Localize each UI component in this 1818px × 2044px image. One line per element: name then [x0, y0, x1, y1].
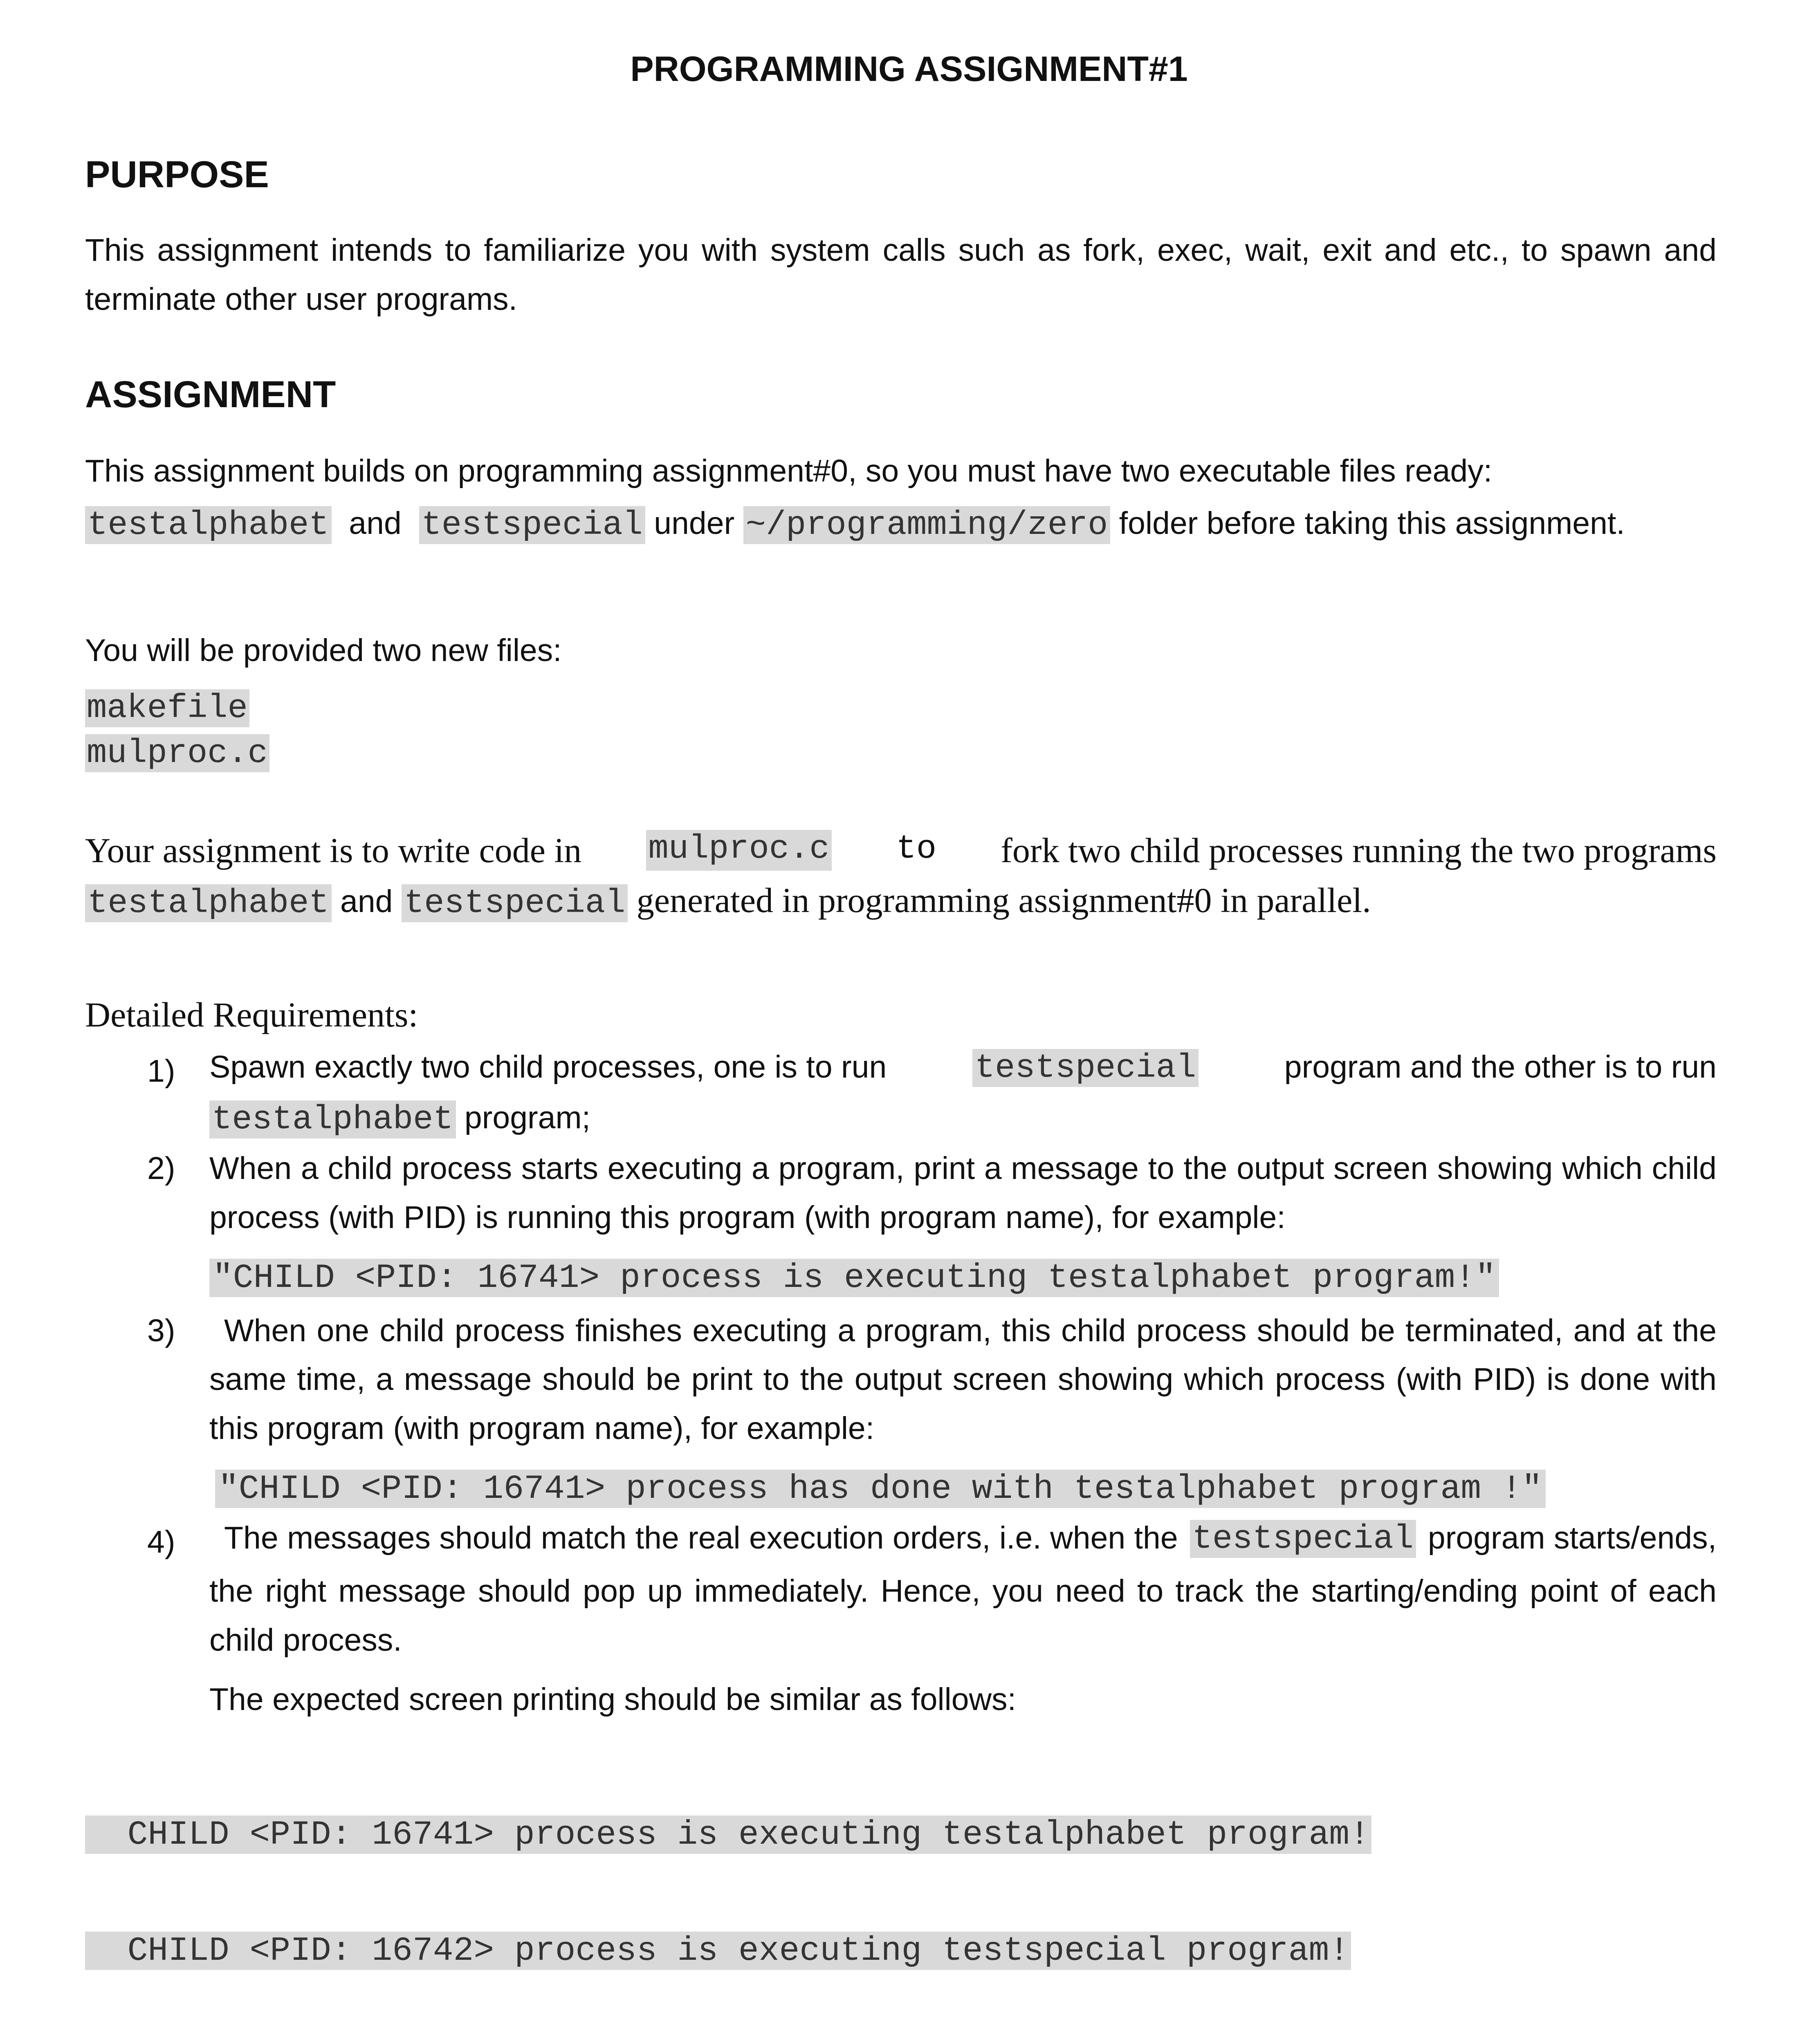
item-1-number: 1) — [147, 1053, 175, 1089]
task-line-2 — [85, 880, 1371, 922]
item-4-line-4: The expected screen printing should be similar as follows: — [209, 1682, 1017, 1717]
item-4-line-2: the right message should pop up immediately. Hence, you need to track the starting/ending point of each — [209, 1573, 1717, 1609]
code-testspecial-2: testspecial — [402, 884, 628, 922]
item-1-prefix: Spawn exactly two child processes, one is to run — [209, 1049, 887, 1085]
item-1-line-2-suffix: program; — [464, 1100, 591, 1135]
console-text: CHILD <PID: 16741> process is executing testalphabet program! — [85, 1815, 1371, 1854]
purpose-heading: PURPOSE — [85, 154, 269, 195]
item-4-number: 4) — [147, 1524, 175, 1560]
page-title: PROGRAMMING ASSIGNMENT#1 — [630, 49, 1188, 89]
console-output — [85, 1738, 1697, 2044]
code-testspecial-4: testspecial — [1190, 1520, 1416, 1558]
code-testalphabet-2: testalphabet — [85, 884, 332, 922]
console-text: CHILD <PID: 16742> process is executing testspecial program! — [85, 1932, 1351, 1970]
and-text: and — [349, 506, 402, 541]
item-2-example — [209, 1256, 1499, 1297]
code-folder-path: ~/programming/zero — [743, 506, 1111, 544]
code-testspecial-3: testspecial — [972, 1049, 1199, 1087]
files-line — [85, 505, 1625, 544]
item-3-line-1: When one child process finishes executing a program, this child process should be terminated, and at the — [224, 1313, 1717, 1348]
folder-suffix-text: folder before taking this assignment. — [1119, 506, 1625, 541]
console-line — [85, 1815, 1697, 1854]
item-2-number: 2) — [147, 1151, 175, 1186]
item-4-line-1 — [224, 1520, 1717, 1558]
item-2-line-2: process (with PID) is running this program (with program name), for example: — [209, 1200, 1286, 1235]
assignment-intro: This assignment builds on programming assignment#0, so you must have two executable files ready: — [85, 453, 1493, 489]
item-3-line-2: same time, a message should be print to the output screen showing which process (with PID) is done with — [209, 1362, 1717, 1397]
task-suffix: fork two child processes running the two programs — [1001, 831, 1717, 870]
task-line-1 — [85, 830, 1717, 871]
code-mulproc: mulproc.c — [85, 734, 269, 772]
example-done-message: "CHILD <PID: 16741> process has done with testalphabet program !" — [215, 1470, 1546, 1508]
task-end: generated in programming assignment#0 in parallel. — [636, 881, 1371, 920]
task-and: and — [340, 884, 393, 919]
under-text: under — [654, 506, 735, 541]
new-files-list — [85, 684, 249, 731]
item-2-line-1: When a child process starts executing a program, print a message to the output screen showing which child — [209, 1151, 1717, 1186]
item-3-example — [215, 1467, 1546, 1508]
item-1-line-2 — [209, 1100, 590, 1139]
code-testalphabet-3: testalphabet — [209, 1100, 456, 1139]
console-line — [85, 1931, 1697, 1970]
requirements-heading: Detailed Requirements: — [85, 995, 418, 1034]
example-executing-message: "CHILD <PID: 16741> process is executing testalphabet program!" — [209, 1259, 1499, 1297]
item-4-suffix: program starts/ends, — [1427, 1520, 1717, 1555]
item-1-suffix: program and the other is to run — [1284, 1049, 1717, 1085]
purpose-line-1: This assignment intends to familiarize you with system calls such as fork, exec, wait, exit and etc., to spawn and — [85, 233, 1717, 268]
task-prefix: Your assignment is to write code in — [85, 831, 582, 870]
task-to: to — [896, 830, 937, 868]
item-4-line-3: child process. — [209, 1623, 402, 1658]
item-4-prefix: The messages should match the real execution orders, i.e. when the — [224, 1520, 1178, 1555]
assignment-heading: ASSIGNMENT — [85, 374, 336, 415]
code-testalphabet: testalphabet — [85, 506, 332, 544]
item-1-line-1 — [209, 1049, 1717, 1087]
provided-files-text: You will be provided two new files: — [85, 633, 562, 668]
item-3-number: 3) — [147, 1313, 175, 1348]
item-3-line-3: this program (with program name), for example: — [209, 1411, 875, 1446]
new-files-list-2 — [85, 728, 269, 776]
code-makefile: makefile — [85, 689, 249, 727]
code-testspecial: testspecial — [419, 506, 645, 544]
purpose-line-2: terminate other user programs. — [85, 282, 518, 317]
code-mulproc-inline: mulproc.c — [646, 830, 832, 871]
